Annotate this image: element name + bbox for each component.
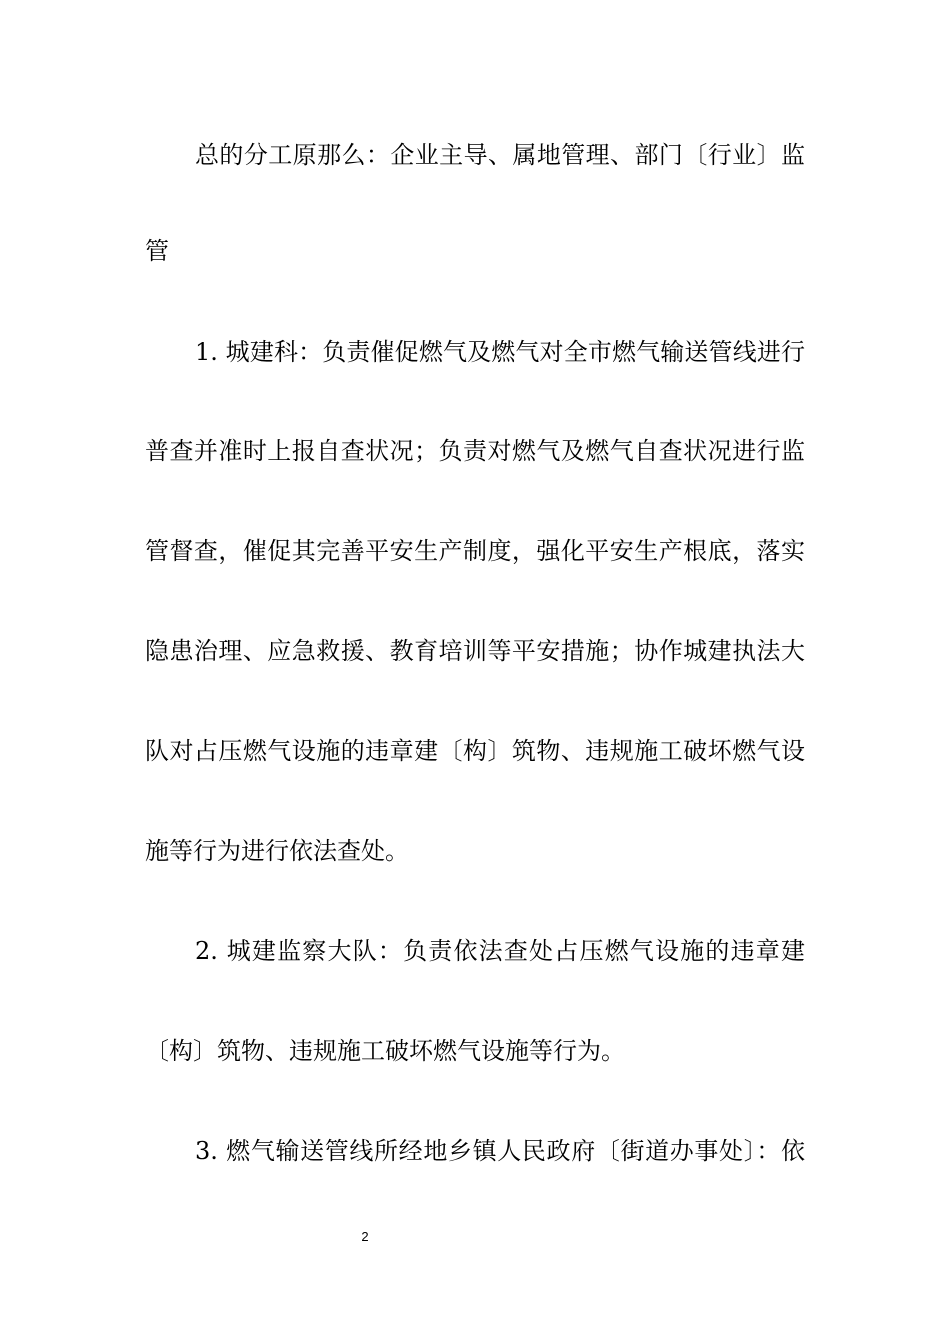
item-1-line-1: 1. 城建科：负责催促燃气及燃气对全市燃气输送管线进行 (195, 338, 805, 366)
item-3-line-1: 3. 燃气输送管线所经地乡镇人民政府〔街道办事处〕：依 (195, 1137, 805, 1165)
item-1-line-2: 普查并准时上报自查状况；负责对燃气及燃气自查状况进行监 (145, 437, 805, 465)
item-1-line-6: 施等行为进行依法查处。 (145, 837, 409, 865)
paragraph-principle-line-1: 总的分工原那么：企业主导、属地管理、部门〔行业〕监 (195, 141, 805, 169)
paragraph-principle-line-2: 管 (145, 237, 169, 265)
page-number: 2 (361, 1229, 369, 1244)
item-1-line-5: 队对占压燃气设施的违章建〔构〕筑物、违规施工破坏燃气设 (145, 737, 805, 765)
item-2-line-1: 2. 城建监察大队：负责依法查处占压燃气设施的违章建 (195, 937, 805, 965)
item-1-line-4: 隐患治理、应急救援、教育培训等平安措施；协作城建执法大 (145, 637, 805, 665)
item-1-line-3: 管督查，催促其完善平安生产制度，强化平安生产根底，落实 (145, 537, 805, 565)
item-2-line-2: 〔构〕筑物、违规施工破坏燃气设施等行为。 (145, 1037, 625, 1065)
